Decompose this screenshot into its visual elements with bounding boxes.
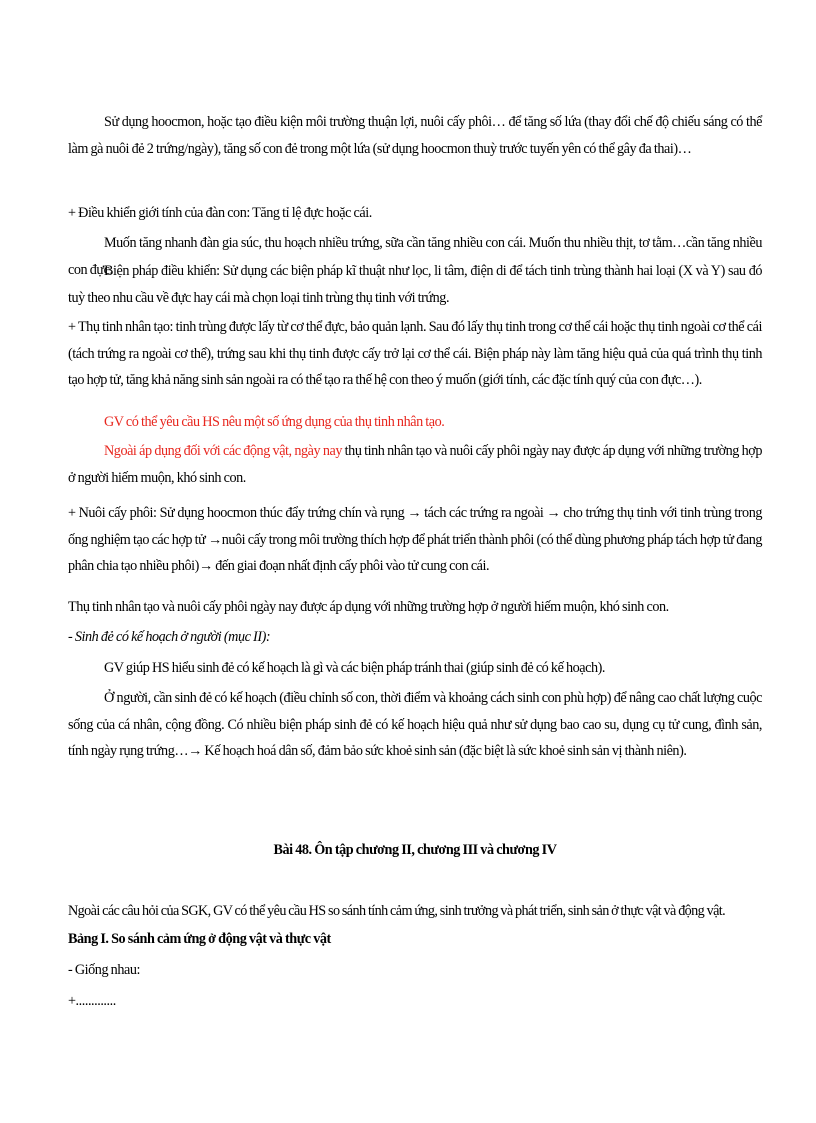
blank-item: +............. [68, 993, 116, 1009]
paragraph-family-planning-intro: GV giúp HS hiểu sinh đẻ có kế hoạch là gì và các biện pháp tránh thai (giúp sinh đẻ có kế hoạch). [104, 660, 606, 676]
paragraph-teacher-prompt: GV có thể yêu cầu HS nêu một số ứng dụng của thụ tinh nhân tạo. [104, 414, 445, 430]
similarities-label: - Giống nhau: [68, 962, 140, 978]
paragraph-sex-control: + Điều khiển giới tính của đàn con: Tăng tỉ lệ đực hoặc cái. [68, 205, 372, 221]
highlight-phrase: Ngoài áp dụng đối với các động vật, ngày nay [104, 443, 342, 459]
paragraph-control-methods: Biện pháp điều khiển: Sử dụng các biện pháp kĩ thuật như lọc, li tâm, điện di để tách tinh trùng thành hai loại (X và Y) sau đó tuỳ theo nhu cầu về đực hay cái mà chọn loại tinh trùng thụ tinh với trứng. [68, 263, 762, 306]
paragraph-human-application-rest: thụ tinh nhân tạo và nuôi cấy phôi ngày nay được áp dụng với những trường hợp ở người hiếm muộn, khó sinh con. [68, 443, 762, 486]
paragraph-embryo-culture: + Nuôi cấy phôi: Sử dụng hoocmon thúc đẩy trứng chín và rụng → tách các trứng ra ngoài → cho trứng thụ tinh với tinh trùng trong ống nghiệm tạo các hợp tử →nuôi cấy trong môi trường thích hợp để phát triển thành phôi (có thể dùng phương pháp tách hợp tử đang phân chia tạo nhiều phôi)→ đến giai đoạn nhất định cấy phôi vào tử cung con cái. [68, 505, 762, 575]
table-title: Bảng I. So sánh cảm ứng ở động vật và thực vật [68, 931, 331, 947]
paragraph-livestock-goals: Muốn tăng nhanh đàn gia súc, thu hoạch nhiều trứng, sữa cần tăng nhiều con cái. Muốn thu nhiều thịt, tơ tằm…cần tăng nhiều con đực. [68, 235, 762, 278]
paragraph-artificial-insemination: + Thụ tinh nhân tạo: tinh trùng được lấy từ cơ thể đực, bảo quản lạnh. Sau đó lấy thụ tinh trong cơ thể cái hoặc thụ tinh ngoài cơ thể cái (tách trứng ra ngoài cơ thể), trứng sau khi thụ tinh được cấy trở lại cơ thể cái. Biện pháp này làm tăng hiệu quả của quá trình thụ tinh tạo hợp tử, tăng khả năng sinh sản ngoài ra có thể tạo ra thế hệ con theo ý muốn (giới tính, các đặc tính quý của con đực…). [68, 319, 762, 389]
lesson-heading: Bài 48. Ôn tập chương II, chương III và chương IV [273, 842, 557, 858]
section-family-planning: - Sinh đẻ có kế hoạch ở người (mục II): [68, 629, 271, 645]
paragraph-ivf-summary: Thụ tinh nhân tạo và nuôi cấy phôi ngày nay được áp dụng với những trường hợp ở người hiếm muộn, khó sinh con. [68, 599, 669, 615]
paragraph-family-planning-details: Ở người, cần sinh đẻ có kế hoạch (điều chỉnh số con, thời điểm và khoảng cách sinh con phù hợp) để nâng cao chất lượng cuộc sống của cá nhân, cộng đồng. Có nhiều biện pháp sinh đẻ có kế hoạch hiệu quả như sử dụng bao cao su, dụng cụ tử cung, đình sản, tính ngày rụng trứng…→ Kế hoạch hoá dân số, đảm bảo sức khoẻ sinh sản (đặc biệt là sức khoẻ sinh sản vị thành niên). [68, 690, 762, 760]
paragraph-hormone-use: Sử dụng hoocmon, hoặc tạo điều kiện môi trường thuận lợi, nuôi cấy phôi… để tăng số lứa (thay đổi chế độ chiếu sáng có thể làm gà nuôi đẻ 2 trứng/ngày), tăng số con đẻ trong một lứa (sử dụng hoocmon thuỳ trước tuyến yên có thể gây đa thai)… [68, 114, 762, 157]
paragraph-human-application [68, 438, 762, 491]
paragraph-review-intro: Ngoài các câu hỏi của SGK, GV có thể yêu cầu HS so sánh tính cảm ứng, sinh trưởng và phát triển, sinh sản ở thực vật và động vật. [68, 903, 726, 919]
